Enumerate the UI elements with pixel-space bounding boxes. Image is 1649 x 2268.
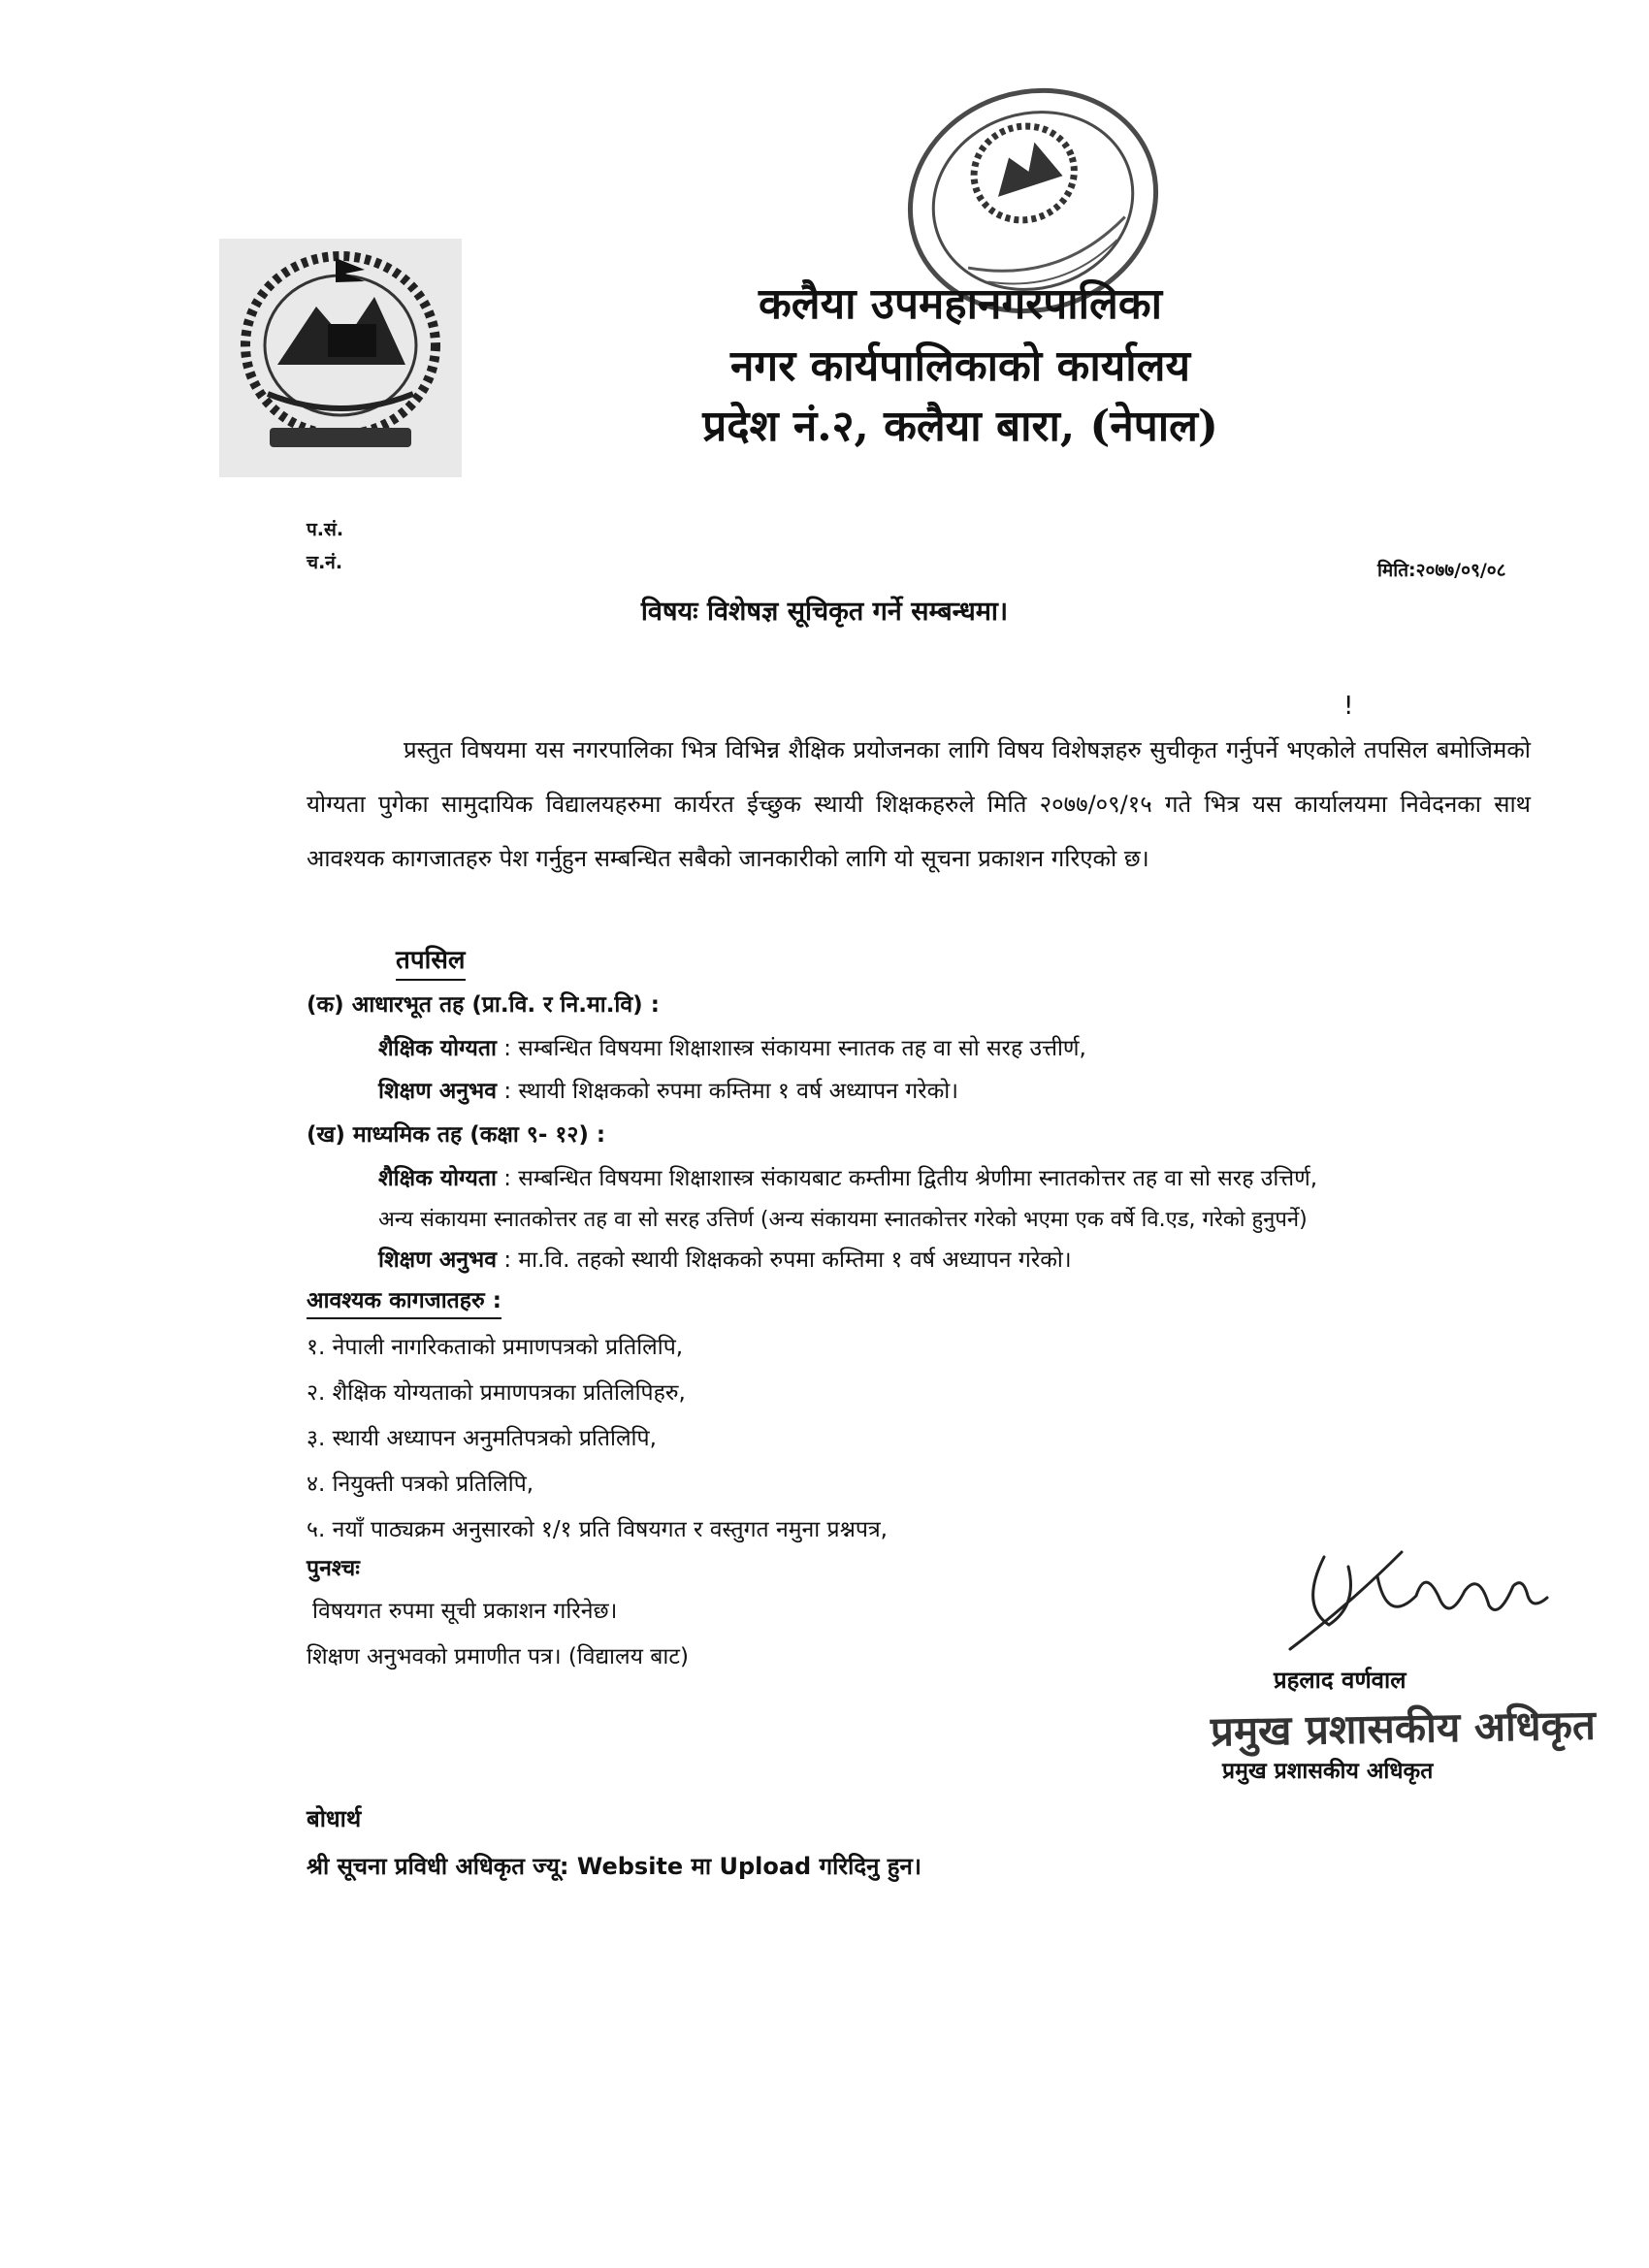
documents-title: आवश्यक कागजातहरु : bbox=[307, 1288, 501, 1319]
signature-icon bbox=[1232, 1538, 1581, 1683]
document-item: ५. नयाँ पाठ्यक्रम अनुसारको १/१ प्रति विषयगत र वस्तुगत नमुना प्रश्नपत्र, bbox=[307, 1517, 888, 1542]
postscript-line: शिक्षण अनुभवको प्रमाणीत पत्र। (विद्यालय बाट) bbox=[307, 1644, 689, 1669]
intro-paragraph: प्रस्तुत विषयमा यस नगरपालिका भित्र विभिन्न शैक्षिक प्रयोजनका लागि विषय विशेषज्ञहरु सुचीकृत गर्नुपर्ने भएकोले तपसिल बमोजिमको योग्यता पुगेका सामुदायिक विद्यालयहरुमा कार्यरत ईच्छुक स्थायी शिक्षकहरुले मिति २०७७/०९/१५ गते भित्र यस कार्यालयमा निवेदनका साथ आवश्यक कागजातहरु पेश गर्नुहुन सम्बन्धित सबैको जानकारीको लागि यो सूचना प्रकाशन गरिएको छ। bbox=[307, 736, 1531, 872]
level-b-title: (ख) माध्यमिक तह (कक्षा ९- १२) : bbox=[307, 1122, 606, 1148]
municipal-emblem bbox=[219, 239, 462, 477]
level-a-title: (क) आधारभूत तह (प्रा.वि. र नि.मा.वि) : bbox=[307, 992, 660, 1018]
dispatch-number-label: च.नं. bbox=[307, 552, 343, 573]
document-item: २. शैक्षिक योग्यताको प्रमाणपत्रका प्रतिलिपिहरु, bbox=[307, 1380, 686, 1406]
document-item: ३. स्थायी अध्यापन अनुमतिपत्रको प्रतिलिपि, bbox=[307, 1426, 657, 1451]
emblem-icon bbox=[219, 239, 462, 477]
postscript-title: पुनश्चः bbox=[307, 1556, 360, 1581]
level-a-experience-label: शिक्षण अनुभव bbox=[378, 1079, 498, 1104]
schedule-heading: तपसिल bbox=[396, 941, 466, 981]
document-item: ४. नियुक्ती पत्रको प्रतिलिपि, bbox=[307, 1472, 534, 1497]
office-name-line2: नगर कार्यपालिकाको कार्यालय bbox=[730, 341, 1190, 391]
level-b-experience-text: : मा.वि. तहको स्थायी शिक्षकको रुपमा कम्तिमा १ वर्ष अध्यापन गरेको। bbox=[503, 1247, 1072, 1273]
level-b-experience-label: शिक्षण अनुभव bbox=[378, 1247, 498, 1273]
level-b-qualification-text: : सम्बन्धित विषयमा शिक्षाशास्त्र संकायबाट कम्तीमा द्वितीय श्रेणीमा स्नातकोत्तर तह वा सो सरह उत्तिर्ण, bbox=[503, 1166, 1318, 1191]
level-b-qualification bbox=[378, 1166, 1317, 1193]
handwritten-signature bbox=[1232, 1538, 1581, 1683]
letter-subject: विषयः विशेषज्ञ सूचिकृत गर्ने सम्बन्धमा। bbox=[640, 597, 1009, 627]
letter-number-label: प.सं. bbox=[307, 519, 344, 540]
postscript-line: विषयगत रुपमा सूची प्रकाशन गरिनेछ। bbox=[312, 1599, 618, 1624]
office-name-line1: कलैया उपमहानगरपालिका bbox=[758, 279, 1163, 329]
signatory-title: प्रमुख प्रशासकीय अधिकृत bbox=[1222, 1759, 1434, 1784]
level-a-qualification-text: : सम्बन्धित विषयमा शिक्षाशास्त्र संकायमा स्नातक तह वा सो सरह उत्तीर्ण, bbox=[503, 1036, 1086, 1061]
level-a-qualification bbox=[378, 1036, 1086, 1063]
level-b-experience bbox=[378, 1247, 1072, 1275]
document-item: १. नेपाली नागरिकताको प्रमाणपत्रको प्रतिलिपि, bbox=[307, 1335, 684, 1360]
level-a-experience bbox=[378, 1079, 958, 1106]
level-a-experience-text: : स्थायी शिक्षकको रुपमा कम्तिमा १ वर्ष अध्यापन गरेको। bbox=[503, 1079, 958, 1104]
cc-line: श्री सूचना प्रविधी अधिकृत ज्यू: Website मा Upload गरिदिनु हुन। bbox=[307, 1853, 922, 1880]
letter-date: मिति:२०७७/०९/०८ bbox=[1377, 560, 1506, 581]
level-b-qualification-text2: अन्य संकायमा स्नातकोत्तर तह वा सो सरह उत्तिर्ण (अन्य संकायमा स्नातकोत्तर गरेको भएमा एक वर्षे वि.एड, गरेको हुनुपर्ने) bbox=[378, 1208, 1308, 1232]
office-address-line: प्रदेश नं.२, कलैया बारा, (नेपाल) bbox=[702, 402, 1218, 451]
stray-mark: ! bbox=[1343, 692, 1354, 721]
level-b-qualification-label: शैक्षिक योग्यता bbox=[378, 1166, 497, 1191]
level-a-qualification-label: शैक्षिक योग्यता bbox=[378, 1036, 497, 1061]
cc-title: बोधार्थ bbox=[307, 1805, 362, 1832]
signatory-name: प्रहलाद वर्णवाल bbox=[1274, 1667, 1406, 1694]
designation-stamp: प्रमुख प्रशासकीय अधिकृत bbox=[1210, 1701, 1597, 1756]
